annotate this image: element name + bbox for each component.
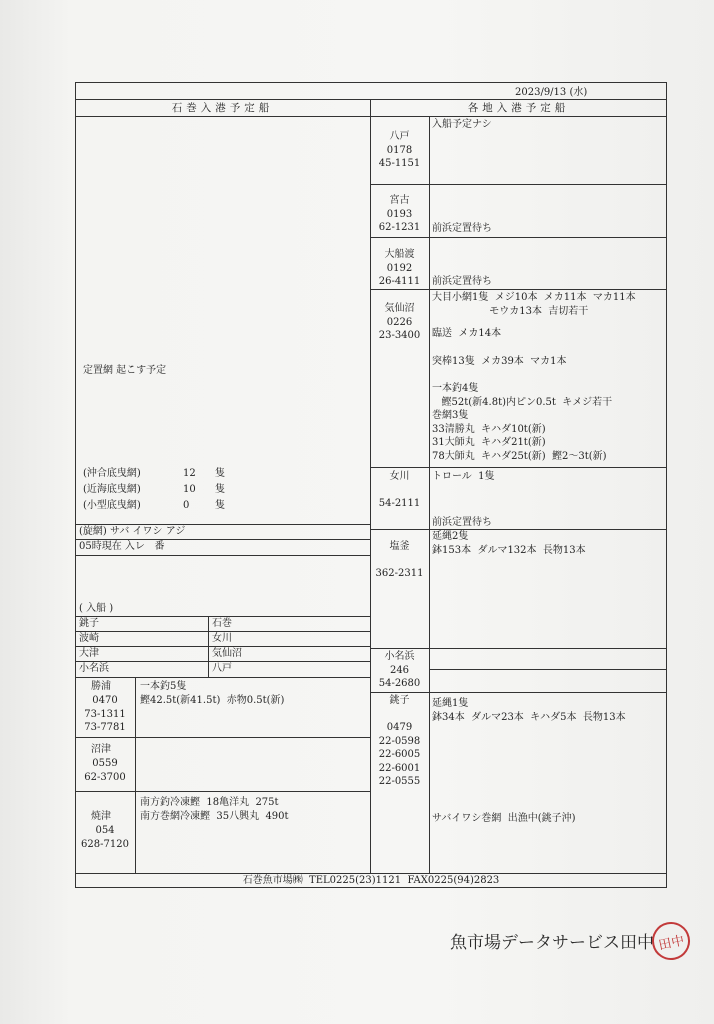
report-sheet: 2023/9/13 (水) 石巻入港予定船 各地入港予定船 定置網 起こす予定 (沖合底曳網) 12 隻 (近海底曳網) 10 隻 (小型底曳網) 0 隻 (旋網) サバ イワシ アジ 05時現在 入レ 番 ( 入船 ) 銚子 石巻 波崎 女川 大津 気仙沼 小名浜 八戸 勝浦 0470 73-1311 73-7781 一本釣5隻 鰹42.5t(新41.5t) 赤物0.5t(新) 沼津 0559 62-3700 焼津 054 628-7120 南方釣冷凍鰹 18亀洋丸 275t 南方巻網冷凍鰹 35八興丸 490t 八戸 0178 45-1151 入船予定ナシ 宮古 0193 62-1231 前浜定置待ち 大船渡 0192 26-4111 前浜定置待ち 気仙沼 0226 23-3400 大目小網1隻 メジ10本 メカ11本 マカ11本 モウカ13本 吉切若干 臨送 メカ14本 突棒13隻 メカ39本 マカ1本 一本釣4隻 鰹52t(新4.8t)内ピン0.5t キメジ若干 巻網3隻 33清勝丸 キハダ10t(新) 31大師丸 キハダ21t(新) 78大師丸 キハダ25t(新) 鰹2〜3t(新) 女川 54-2111 トロール 1隻 前浜定置待ち 塩釜 362-2311 延縄2隻 鉢153本 ダルマ132本 長物13本 小名浜 246 54-2680 銚子 0479 22-0598 22-6005 22-6001 22-0555 延縄1隻 鉢34本 ダルマ23本 キハダ5本 長物13本 サバイワシ巻網 出漁中(銚子沖) 石巻魚市場㈱ TEL0225(23)1121 FAX0225(94)2823 <box>75 82 667 888</box>
port-contact: 塩釜 362-2311 <box>375 541 424 579</box>
seine-species: (旋網) サバ イワシ アジ <box>79 526 186 537</box>
port-report: 一本釣4隻 鰹52t(新4.8t)内ピン0.5t キメジ若干 巻網3隻 33清勝丸 キハダ10t(新) 31大師丸 キハダ21t(新) 78大師丸 キハダ25t(新) 鰹2〜3t(新) <box>432 383 613 462</box>
port-report: 延縄2隻 鉢153本 ダルマ132本 長物13本 <box>432 531 586 556</box>
port-contact: 小名浜 246 54-2680 <box>378 651 421 689</box>
footer-contact: 石巻魚市場㈱ TEL0225(23)1121 FAX0225(94)2823 <box>242 875 500 886</box>
port-report: 突棒13隻 メカ39本 マカ1本 <box>432 356 567 367</box>
port-contact: 気仙沼 0226 23-3400 <box>378 303 421 341</box>
port-report: 一本釣5隻 鰹42.5t(新41.5t) 赤物0.5t(新) <box>140 681 285 706</box>
report-date: 2023/9/13 (水) <box>515 87 588 98</box>
port-report: サバイワシ巻網 出漁中(銚子沖) <box>432 813 576 824</box>
port-report: 入船予定ナシ <box>432 119 492 130</box>
arrival-port: 小名浜 <box>79 663 109 674</box>
port-report: 延縄1隻 鉢34本 ダルマ23本 キハダ5本 長物13本 <box>432 698 626 723</box>
port-contact: 銚子 0479 22-0598 22-6005 22-6001 22-0555 <box>378 695 421 787</box>
right-header: 各地入港予定船 <box>467 102 570 114</box>
seal-stamp: 田中 <box>648 918 693 963</box>
arrival-port: 波崎 <box>79 633 99 644</box>
port-report: 南方釣冷凍鰹 18亀洋丸 275t 南方巻網冷凍鰹 35八興丸 490t <box>140 797 289 822</box>
port-name: 勝浦 <box>91 681 111 692</box>
teichi-note: 定置網 起こす予定 <box>83 365 167 376</box>
port-report: 臨送 メカ14本 <box>432 328 502 339</box>
port-phone: 054 628-7120 <box>81 825 129 850</box>
port-contact: 女川 54-2111 <box>378 471 421 509</box>
arrival-port: 石巻 <box>212 618 232 629</box>
seine-status: 05時現在 入レ 番 <box>79 541 165 552</box>
port-contact: 八戸 0178 45-1151 <box>378 131 421 169</box>
port-report: 前浜定置待ち <box>432 517 492 528</box>
port-contact: 大船渡 0192 26-4111 <box>378 249 421 287</box>
port-name: 沼津 <box>91 744 111 755</box>
port-report: トロール 1隻 <box>432 471 495 482</box>
port-phone: 0470 73-1311 73-7781 <box>84 695 126 733</box>
arrival-port: 気仙沼 <box>212 648 242 659</box>
port-report: 前浜定置待ち <box>432 276 492 287</box>
port-phone: 0559 62-3700 <box>84 758 126 783</box>
signature: 魚市場データサービス田中 <box>450 933 654 953</box>
arrival-port: 八戸 <box>212 663 232 674</box>
port-report: 大目小網1隻 メジ10本 メカ11本 マカ11本 モウカ13本 吉切若干 <box>432 292 636 317</box>
port-report: 前浜定置待ち <box>432 223 492 234</box>
arrival-port: 女川 <box>212 633 232 644</box>
port-name: 焼津 <box>91 811 111 822</box>
arrival-label: ( 入船 ) <box>79 603 114 614</box>
port-contact: 宮古 0193 62-1231 <box>378 195 421 233</box>
arrival-port: 銚子 <box>79 618 99 629</box>
arrival-port: 大津 <box>79 648 99 659</box>
left-header: 石巻入港予定船 <box>171 102 274 114</box>
